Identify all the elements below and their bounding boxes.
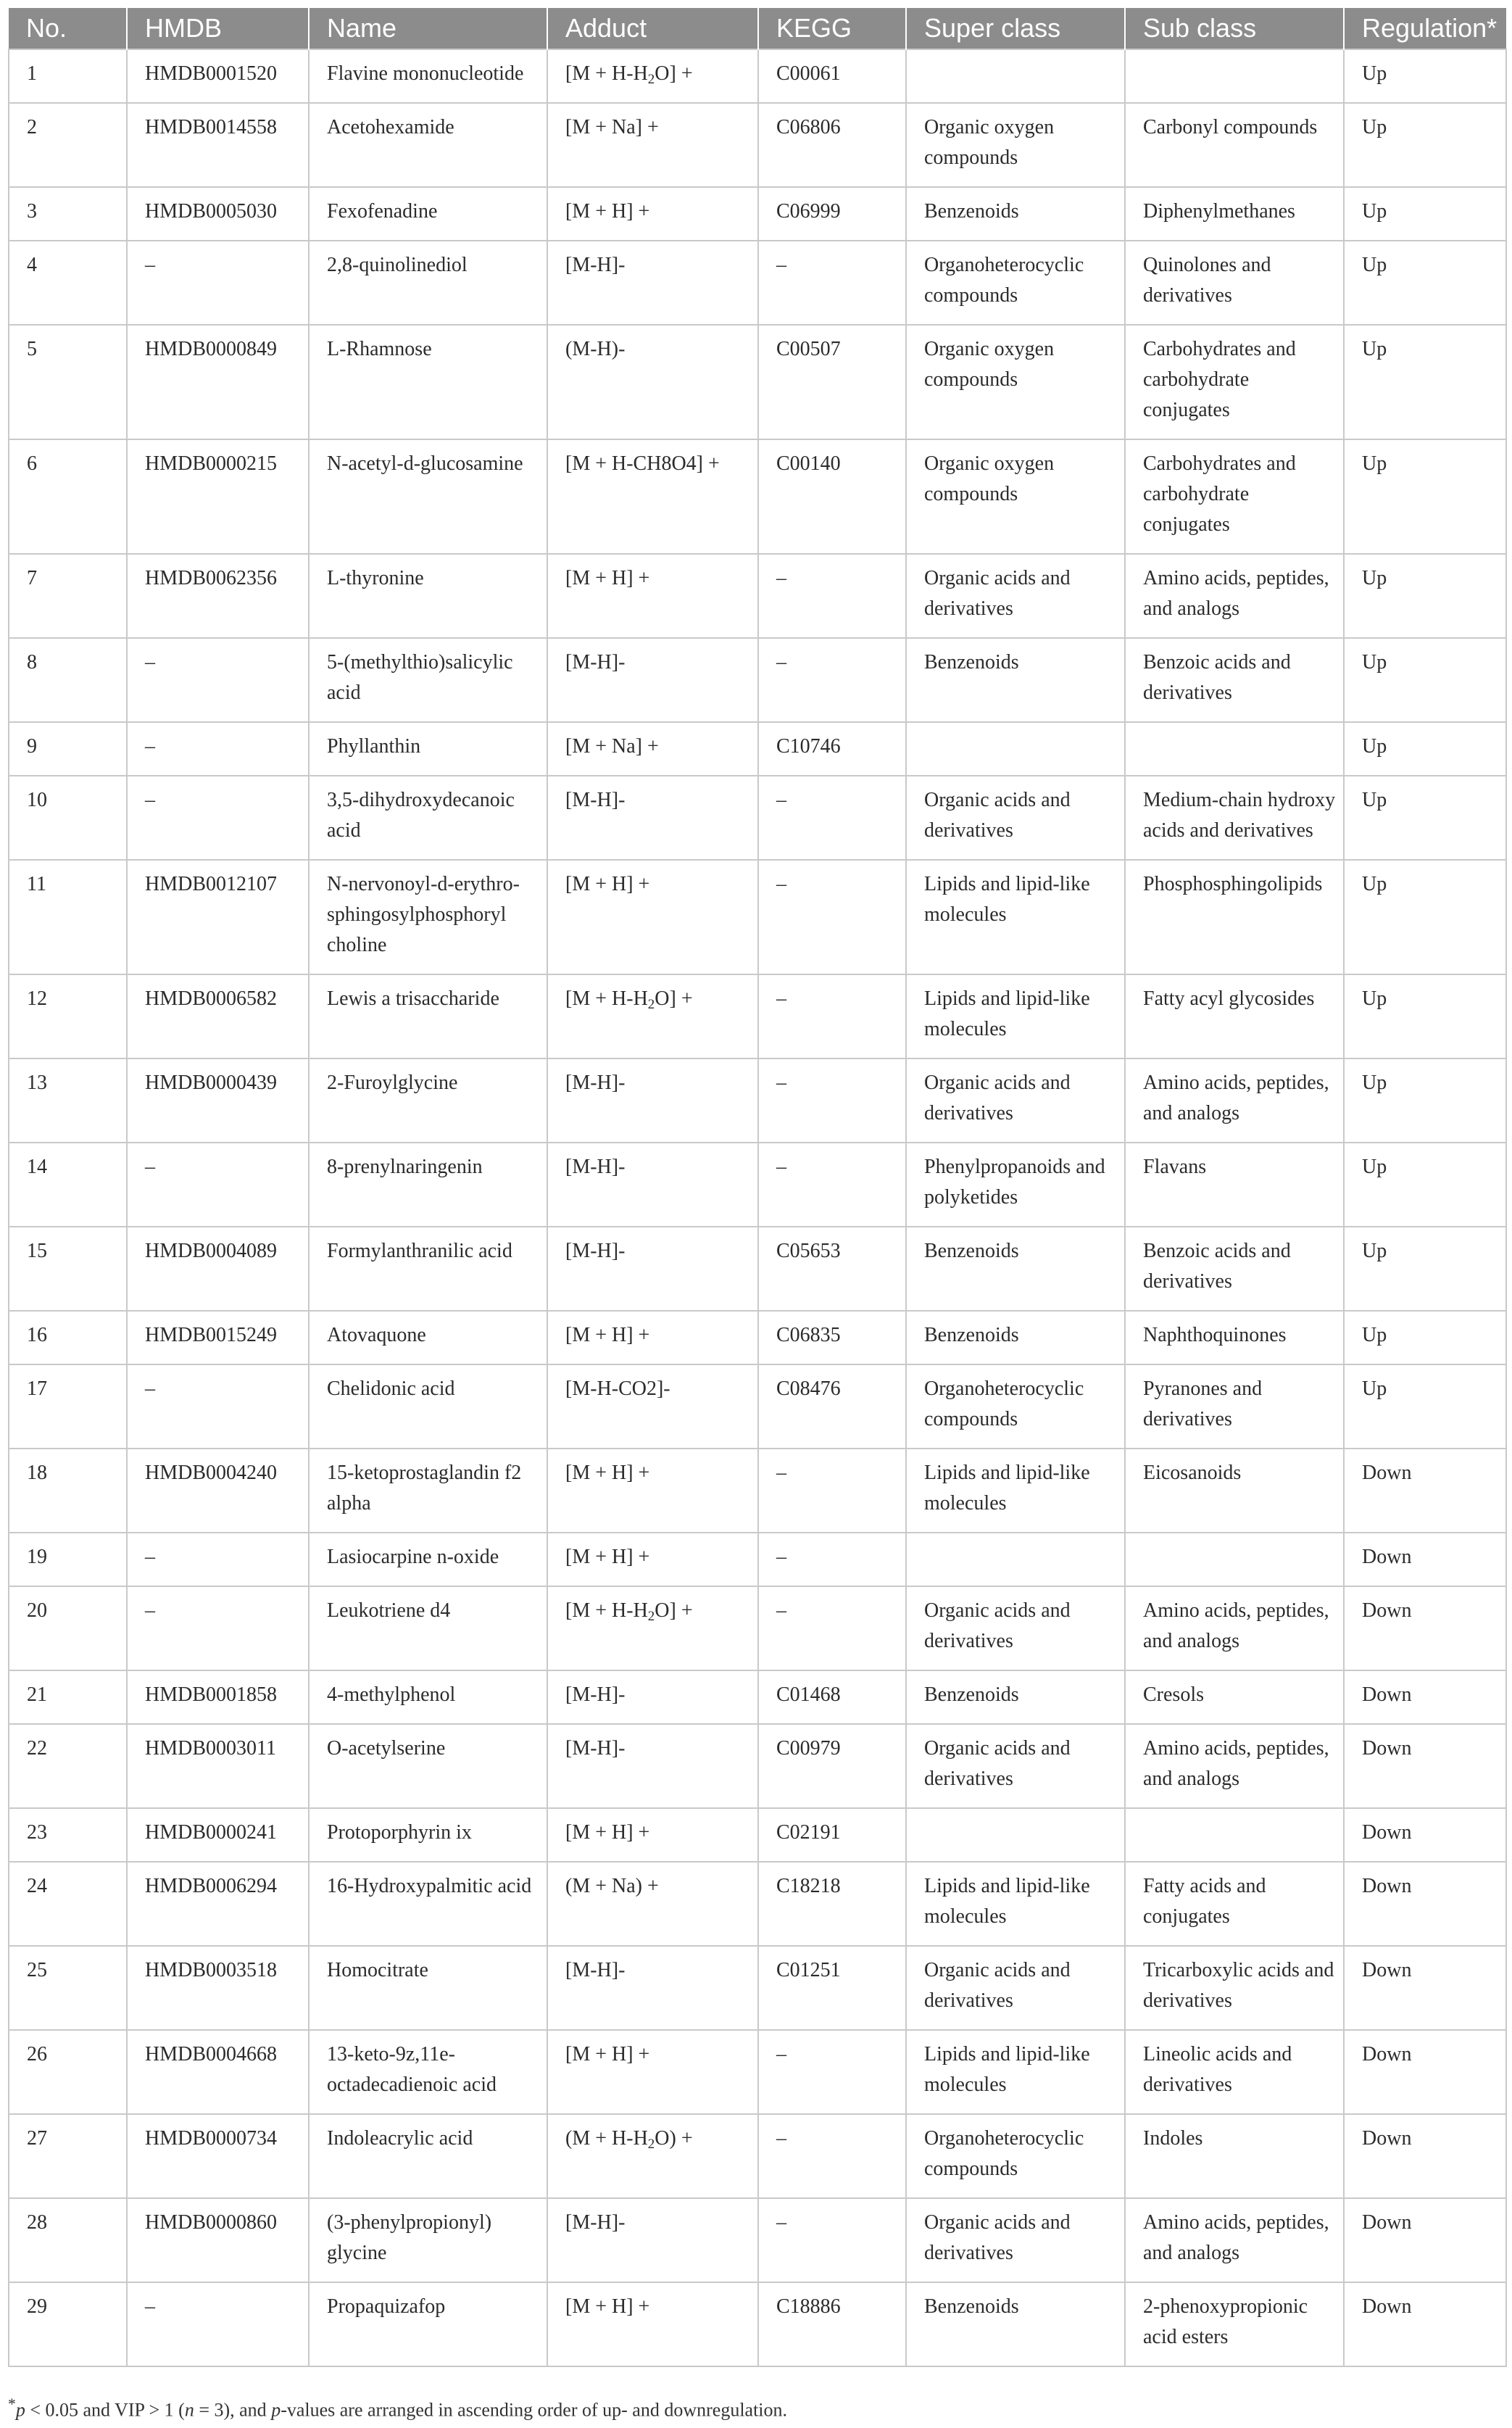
cell-regulation: Down [1344, 2030, 1506, 2114]
cell-name: 5-(methylthio)salicylic acid [309, 638, 547, 722]
cell-adduct: [M-H]- [547, 1058, 758, 1143]
cell-kegg: C01251 [758, 1946, 906, 2030]
table-row [9, 49, 1506, 103]
cell-kegg: C00979 [758, 1724, 906, 1808]
cell-no: 23 [9, 1808, 127, 1862]
cell-adduct: (M-H)- [547, 325, 758, 439]
cell-name: Protoporphyrin ix [309, 1808, 547, 1862]
cell-no: 16 [9, 1311, 127, 1364]
cell-sub-class: Diphenylmethanes [1125, 187, 1344, 241]
cell-sub-class: Benzoic acids and derivatives [1125, 638, 1344, 722]
cell-name: Phyllanthin [309, 722, 547, 776]
cell-hmdb: HMDB0000439 [127, 1058, 309, 1143]
cell-super-class: Organic oxygen compounds [906, 103, 1125, 187]
cell-hmdb: HMDB0000860 [127, 2198, 309, 2282]
cell-regulation: Down [1344, 1449, 1506, 1533]
cell-regulation: Up [1344, 1227, 1506, 1311]
cell-super-class: Organic acids and derivatives [906, 1724, 1125, 1808]
cell-no: 5 [9, 325, 127, 439]
cell-adduct: [M-H]- [547, 1227, 758, 1311]
cell-sub-class: Fatty acyl glycosides [1125, 974, 1344, 1058]
cell-name: 4-methylphenol [309, 1670, 547, 1724]
cell-super-class: Benzenoids [906, 638, 1125, 722]
cell-adduct: [M-H-CO2]- [547, 1364, 758, 1449]
header-regulation: Regulation* [1344, 8, 1506, 49]
cell-super-class [906, 722, 1125, 776]
cell-kegg: – [758, 2198, 906, 2282]
cell-no: 14 [9, 1143, 127, 1227]
cell-sub-class: Naphthoquinones [1125, 1311, 1344, 1364]
cell-hmdb: – [127, 2282, 309, 2366]
cell-hmdb: HMDB0006294 [127, 1862, 309, 1946]
cell-no: 2 [9, 103, 127, 187]
cell-no: 3 [9, 187, 127, 241]
table-row [9, 1143, 1506, 1227]
cell-no: 13 [9, 1058, 127, 1143]
footnote-p-symbol: p [15, 2399, 25, 2421]
table-row [9, 554, 1506, 638]
cell-hmdb: HMDB0012107 [127, 860, 309, 974]
table-row [9, 1946, 1506, 2030]
table-row [9, 1586, 1506, 1670]
cell-hmdb: – [127, 1533, 309, 1586]
header-name: Name [309, 8, 547, 49]
cell-super-class: Lipids and lipid-like molecules [906, 974, 1125, 1058]
cell-sub-class: Carbonyl compounds [1125, 103, 1344, 187]
cell-sub-class: Carbohydrates and carbohydrate conjugates [1125, 439, 1344, 554]
table-row [9, 2114, 1506, 2198]
cell-hmdb: HMDB0000849 [127, 325, 309, 439]
table-row [9, 2030, 1506, 2114]
cell-regulation: Up [1344, 722, 1506, 776]
cell-name: Atovaquone [309, 1311, 547, 1364]
cell-hmdb: HMDB0000734 [127, 2114, 309, 2198]
cell-super-class: Organoheterocyclic compounds [906, 241, 1125, 325]
table-row [9, 860, 1506, 974]
cell-kegg: C02191 [758, 1808, 906, 1862]
cell-no: 7 [9, 554, 127, 638]
cell-hmdb: HMDB0006582 [127, 974, 309, 1058]
header-sub-class: Sub class [1125, 8, 1344, 49]
cell-adduct: [M-H]- [547, 2198, 758, 2282]
cell-regulation: Down [1344, 1946, 1506, 2030]
table-row [9, 1058, 1506, 1143]
table-footnote [8, 2395, 787, 2421]
cell-kegg: C01468 [758, 1670, 906, 1724]
cell-kegg: – [758, 1058, 906, 1143]
cell-super-class: Organic oxygen compounds [906, 325, 1125, 439]
cell-name: 3,5-dihydroxydecanoic acid [309, 776, 547, 860]
cell-sub-class: Phosphosphingolipids [1125, 860, 1344, 974]
cell-name: Fexofenadine [309, 187, 547, 241]
table-header [9, 8, 1506, 49]
cell-adduct: [M-H]- [547, 776, 758, 860]
header-adduct: Adduct [547, 8, 758, 49]
cell-no: 29 [9, 2282, 127, 2366]
cell-name: L-Rhamnose [309, 325, 547, 439]
cell-name: 2-Furoylglycine [309, 1058, 547, 1143]
cell-name: 8-prenylnaringenin [309, 1143, 547, 1227]
cell-adduct: $[M + H-H_2O]$ + [547, 49, 758, 103]
cell-kegg: – [758, 1586, 906, 1670]
cell-adduct: [M-H]- [547, 1143, 758, 1227]
cell-super-class: Organic acids and derivatives [906, 2198, 1125, 2282]
cell-sub-class: Pyranones and derivatives [1125, 1364, 1344, 1449]
cell-super-class: Organic acids and derivatives [906, 776, 1125, 860]
cell-kegg: C06999 [758, 187, 906, 241]
cell-no: 22 [9, 1724, 127, 1808]
cell-super-class: Lipids and lipid-like molecules [906, 2030, 1125, 2114]
cell-hmdb: – [127, 776, 309, 860]
cell-adduct: [M + H] + [547, 860, 758, 974]
cell-regulation: Up [1344, 439, 1506, 554]
header-row [9, 8, 1506, 49]
cell-no: 15 [9, 1227, 127, 1311]
table-row [9, 776, 1506, 860]
footnote-marker: * [8, 2395, 16, 2413]
cell-no: 24 [9, 1862, 127, 1946]
cell-sub-class: Amino acids, peptides, and analogs [1125, 1058, 1344, 1143]
table-row [9, 1808, 1506, 1862]
cell-adduct: [M + Na] + [547, 103, 758, 187]
cell-adduct: [M + H] + [547, 1449, 758, 1533]
cell-regulation: Up [1344, 49, 1506, 103]
cell-sub-class: Amino acids, peptides, and analogs [1125, 554, 1344, 638]
cell-adduct: $(M + H-H_2O)$ + [547, 2114, 758, 2198]
cell-super-class: Organic acids and derivatives [906, 1946, 1125, 2030]
cell-kegg: – [758, 638, 906, 722]
table-row [9, 1449, 1506, 1533]
cell-no: 28 [9, 2198, 127, 2282]
cell-adduct: [M-H]- [547, 1946, 758, 2030]
cell-regulation: Up [1344, 860, 1506, 974]
cell-regulation: Down [1344, 2282, 1506, 2366]
cell-hmdb: HMDB0001520 [127, 49, 309, 103]
cell-hmdb: HMDB0004240 [127, 1449, 309, 1533]
cell-sub-class: Indoles [1125, 2114, 1344, 2198]
cell-sub-class: Benzoic acids and derivatives [1125, 1227, 1344, 1311]
cell-kegg: – [758, 1533, 906, 1586]
cell-name: 16-Hydroxypalmitic acid [309, 1862, 547, 1946]
cell-adduct: [M + H-CH8O4] + [547, 439, 758, 554]
cell-regulation: Down [1344, 1862, 1506, 1946]
cell-regulation: Up [1344, 554, 1506, 638]
cell-regulation: Down [1344, 1808, 1506, 1862]
cell-kegg: – [758, 2030, 906, 2114]
footnote-text-3: -values are arranged in ascending order of up- and downregulation. [281, 2399, 788, 2421]
cell-no: 10 [9, 776, 127, 860]
cell-hmdb: HMDB0001858 [127, 1670, 309, 1724]
cell-sub-class: Eicosanoids [1125, 1449, 1344, 1533]
cell-hmdb: HMDB0014558 [127, 103, 309, 187]
cell-adduct: [M + H] + [547, 2282, 758, 2366]
cell-kegg: C18218 [758, 1862, 906, 1946]
cell-super-class: Benzenoids [906, 187, 1125, 241]
cell-kegg: – [758, 241, 906, 325]
cell-name: O-acetylserine [309, 1724, 547, 1808]
table-row [9, 638, 1506, 722]
table-row [9, 1364, 1506, 1449]
cell-sub-class: Amino acids, peptides, and analogs [1125, 2198, 1344, 2282]
cell-super-class: Organic acids and derivatives [906, 1058, 1125, 1143]
cell-super-class: Benzenoids [906, 1311, 1125, 1364]
cell-sub-class: Flavans [1125, 1143, 1344, 1227]
cell-name: Propaquizafop [309, 2282, 547, 2366]
cell-name: 15-ketoprostaglandin f2 alpha [309, 1449, 547, 1533]
cell-adduct: [M + H] + [547, 2030, 758, 2114]
cell-hmdb: – [127, 722, 309, 776]
table-body [9, 49, 1506, 2366]
footnote-n-symbol: n [184, 2399, 194, 2421]
cell-name: Indoleacrylic acid [309, 2114, 547, 2198]
cell-super-class [906, 1808, 1125, 1862]
table-row [9, 722, 1506, 776]
cell-super-class: Lipids and lipid-like molecules [906, 860, 1125, 974]
cell-sub-class: Tricarboxylic acids and derivatives [1125, 1946, 1344, 2030]
cell-regulation: Up [1344, 241, 1506, 325]
cell-no: 1 [9, 49, 127, 103]
cell-name: Formylanthranilic acid [309, 1227, 547, 1311]
cell-adduct: [M + H] + [547, 1533, 758, 1586]
cell-no: 4 [9, 241, 127, 325]
cell-kegg: C00061 [758, 49, 906, 103]
cell-no: 9 [9, 722, 127, 776]
cell-name: Chelidonic acid [309, 1364, 547, 1449]
cell-hmdb: – [127, 1364, 309, 1449]
cell-super-class: Phenylpropanoids and polyketides [906, 1143, 1125, 1227]
cell-sub-class: Carbohydrates and carbohydrate conjugates [1125, 325, 1344, 439]
cell-hmdb: – [127, 638, 309, 722]
cell-name: Flavine mononucleotide [309, 49, 547, 103]
cell-regulation: Up [1344, 776, 1506, 860]
header-kegg: KEGG [758, 8, 906, 49]
cell-sub-class: Medium-chain hydroxy acids and derivatives [1125, 776, 1344, 860]
table-row [9, 974, 1506, 1058]
cell-name: N-nervonoyl-d-erythro-sphingosylphosphoryl choline [309, 860, 547, 974]
cell-regulation: Up [1344, 1143, 1506, 1227]
cell-kegg: C08476 [758, 1364, 906, 1449]
cell-regulation: Down [1344, 2198, 1506, 2282]
cell-no: 26 [9, 2030, 127, 2114]
cell-super-class: Benzenoids [906, 1670, 1125, 1724]
cell-adduct: $[M + H-H_2O]$ + [547, 1586, 758, 1670]
cell-kegg: C10746 [758, 722, 906, 776]
cell-adduct: [M-H]- [547, 241, 758, 325]
cell-no: 27 [9, 2114, 127, 2198]
cell-sub-class: Fatty acids and conjugates [1125, 1862, 1344, 1946]
cell-adduct: [M + H] + [547, 187, 758, 241]
cell-name: Lewis a trisaccharide [309, 974, 547, 1058]
cell-name: 13-keto-9z,11e-octadecadienoic acid [309, 2030, 547, 2114]
cell-sub-class: 2-phenoxypropionic acid esters [1125, 2282, 1344, 2366]
cell-adduct: (M + Na) + [547, 1862, 758, 1946]
table-row [9, 103, 1506, 187]
cell-kegg: – [758, 1143, 906, 1227]
cell-hmdb: HMDB0000215 [127, 439, 309, 554]
cell-sub-class: Lineolic acids and derivatives [1125, 2030, 1344, 2114]
cell-super-class: Organic oxygen compounds [906, 439, 1125, 554]
cell-no: 19 [9, 1533, 127, 1586]
cell-regulation: Down [1344, 1586, 1506, 1670]
cell-regulation: Up [1344, 1058, 1506, 1143]
cell-kegg: C18886 [758, 2282, 906, 2366]
cell-regulation: Up [1344, 325, 1506, 439]
cell-name: Homocitrate [309, 1946, 547, 2030]
cell-hmdb: HMDB0062356 [127, 554, 309, 638]
table-row [9, 1311, 1506, 1364]
table-row [9, 1862, 1506, 1946]
cell-sub-class: Cresols [1125, 1670, 1344, 1724]
cell-super-class: Benzenoids [906, 1227, 1125, 1311]
table-row [9, 187, 1506, 241]
cell-hmdb: HMDB0005030 [127, 187, 309, 241]
cell-kegg: – [758, 860, 906, 974]
cell-hmdb: – [127, 1143, 309, 1227]
cell-no: 25 [9, 1946, 127, 2030]
cell-regulation: Up [1344, 1311, 1506, 1364]
cell-super-class: Organic acids and derivatives [906, 1586, 1125, 1670]
table-row [9, 325, 1506, 439]
cell-no: 18 [9, 1449, 127, 1533]
cell-regulation: Up [1344, 187, 1506, 241]
header-no: No. [9, 8, 127, 49]
cell-super-class: Organoheterocyclic compounds [906, 2114, 1125, 2198]
cell-kegg: C06806 [758, 103, 906, 187]
cell-kegg: – [758, 974, 906, 1058]
table-row [9, 439, 1506, 554]
cell-hmdb: HMDB0015249 [127, 1311, 309, 1364]
cell-hmdb: HMDB0004089 [127, 1227, 309, 1311]
table-row [9, 1227, 1506, 1311]
footnote-text-2: = 3), and [194, 2399, 272, 2421]
cell-kegg: C06835 [758, 1311, 906, 1364]
cell-name: (3-phenylpropionyl) glycine [309, 2198, 547, 2282]
cell-super-class: Lipids and lipid-like molecules [906, 1862, 1125, 1946]
cell-regulation: Down [1344, 1670, 1506, 1724]
table-row [9, 1670, 1506, 1724]
cell-adduct: [M + Na] + [547, 722, 758, 776]
cell-kegg: – [758, 554, 906, 638]
cell-hmdb: HMDB0003011 [127, 1724, 309, 1808]
cell-no: 8 [9, 638, 127, 722]
cell-hmdb: HMDB0004668 [127, 2030, 309, 2114]
header-super-class: Super class [906, 8, 1125, 49]
footnote-p-symbol-2: p [271, 2399, 281, 2421]
cell-hmdb: – [127, 1586, 309, 1670]
cell-hmdb: HMDB0003518 [127, 1946, 309, 2030]
cell-kegg: – [758, 2114, 906, 2198]
cell-sub-class [1125, 1808, 1344, 1862]
cell-super-class: Benzenoids [906, 2282, 1125, 2366]
footnote-text-1: < 0.05 and VIP > 1 ( [25, 2399, 185, 2421]
cell-super-class [906, 49, 1125, 103]
cell-no: 20 [9, 1586, 127, 1670]
cell-regulation: Down [1344, 2114, 1506, 2198]
cell-adduct: [M + H] + [547, 554, 758, 638]
cell-adduct: [M + H] + [547, 1808, 758, 1862]
cell-adduct: [M + H] + [547, 1311, 758, 1364]
cell-name: 2,8-quinolinediol [309, 241, 547, 325]
cell-regulation: Up [1344, 638, 1506, 722]
cell-regulation: Up [1344, 974, 1506, 1058]
cell-sub-class [1125, 1533, 1344, 1586]
cell-name: Acetohexamide [309, 103, 547, 187]
cell-no: 21 [9, 1670, 127, 1724]
cell-sub-class: Quinolones and derivatives [1125, 241, 1344, 325]
cell-sub-class [1125, 722, 1344, 776]
cell-name: N-acetyl-d-glucosamine [309, 439, 547, 554]
cell-no: 6 [9, 439, 127, 554]
table-row [9, 241, 1506, 325]
cell-kegg: C00140 [758, 439, 906, 554]
cell-name: L-thyronine [309, 554, 547, 638]
cell-name: Lasiocarpine n-oxide [309, 1533, 547, 1586]
cell-regulation: Up [1344, 1364, 1506, 1449]
cell-regulation: Down [1344, 1724, 1506, 1808]
cell-kegg: C05653 [758, 1227, 906, 1311]
cell-regulation: Down [1344, 1533, 1506, 1586]
cell-sub-class: Amino acids, peptides, and analogs [1125, 1724, 1344, 1808]
table-row [9, 1533, 1506, 1586]
cell-super-class: Organoheterocyclic compounds [906, 1364, 1125, 1449]
cell-kegg: – [758, 1449, 906, 1533]
metabolite-table [8, 8, 1507, 2367]
cell-super-class: Lipids and lipid-like molecules [906, 1449, 1125, 1533]
cell-hmdb: – [127, 241, 309, 325]
cell-adduct: [M-H]- [547, 638, 758, 722]
cell-no: 17 [9, 1364, 127, 1449]
cell-adduct: [M-H]- [547, 1724, 758, 1808]
cell-sub-class [1125, 49, 1344, 103]
cell-adduct: [M-H]- [547, 1670, 758, 1724]
header-hmdb: HMDB [127, 8, 309, 49]
cell-kegg: – [758, 776, 906, 860]
cell-name: Leukotriene d4 [309, 1586, 547, 1670]
cell-no: 11 [9, 860, 127, 974]
cell-kegg: C00507 [758, 325, 906, 439]
cell-super-class: Organic acids and derivatives [906, 554, 1125, 638]
metabolite-table-container [8, 8, 1505, 2367]
cell-regulation: Up [1344, 103, 1506, 187]
cell-adduct: $[M + H-H_2O]$ + [547, 974, 758, 1058]
cell-no: 12 [9, 974, 127, 1058]
table-row [9, 2198, 1506, 2282]
cell-sub-class: Amino acids, peptides, and analogs [1125, 1586, 1344, 1670]
table-row [9, 2282, 1506, 2366]
table-row [9, 1724, 1506, 1808]
cell-hmdb: HMDB0000241 [127, 1808, 309, 1862]
cell-super-class [906, 1533, 1125, 1586]
